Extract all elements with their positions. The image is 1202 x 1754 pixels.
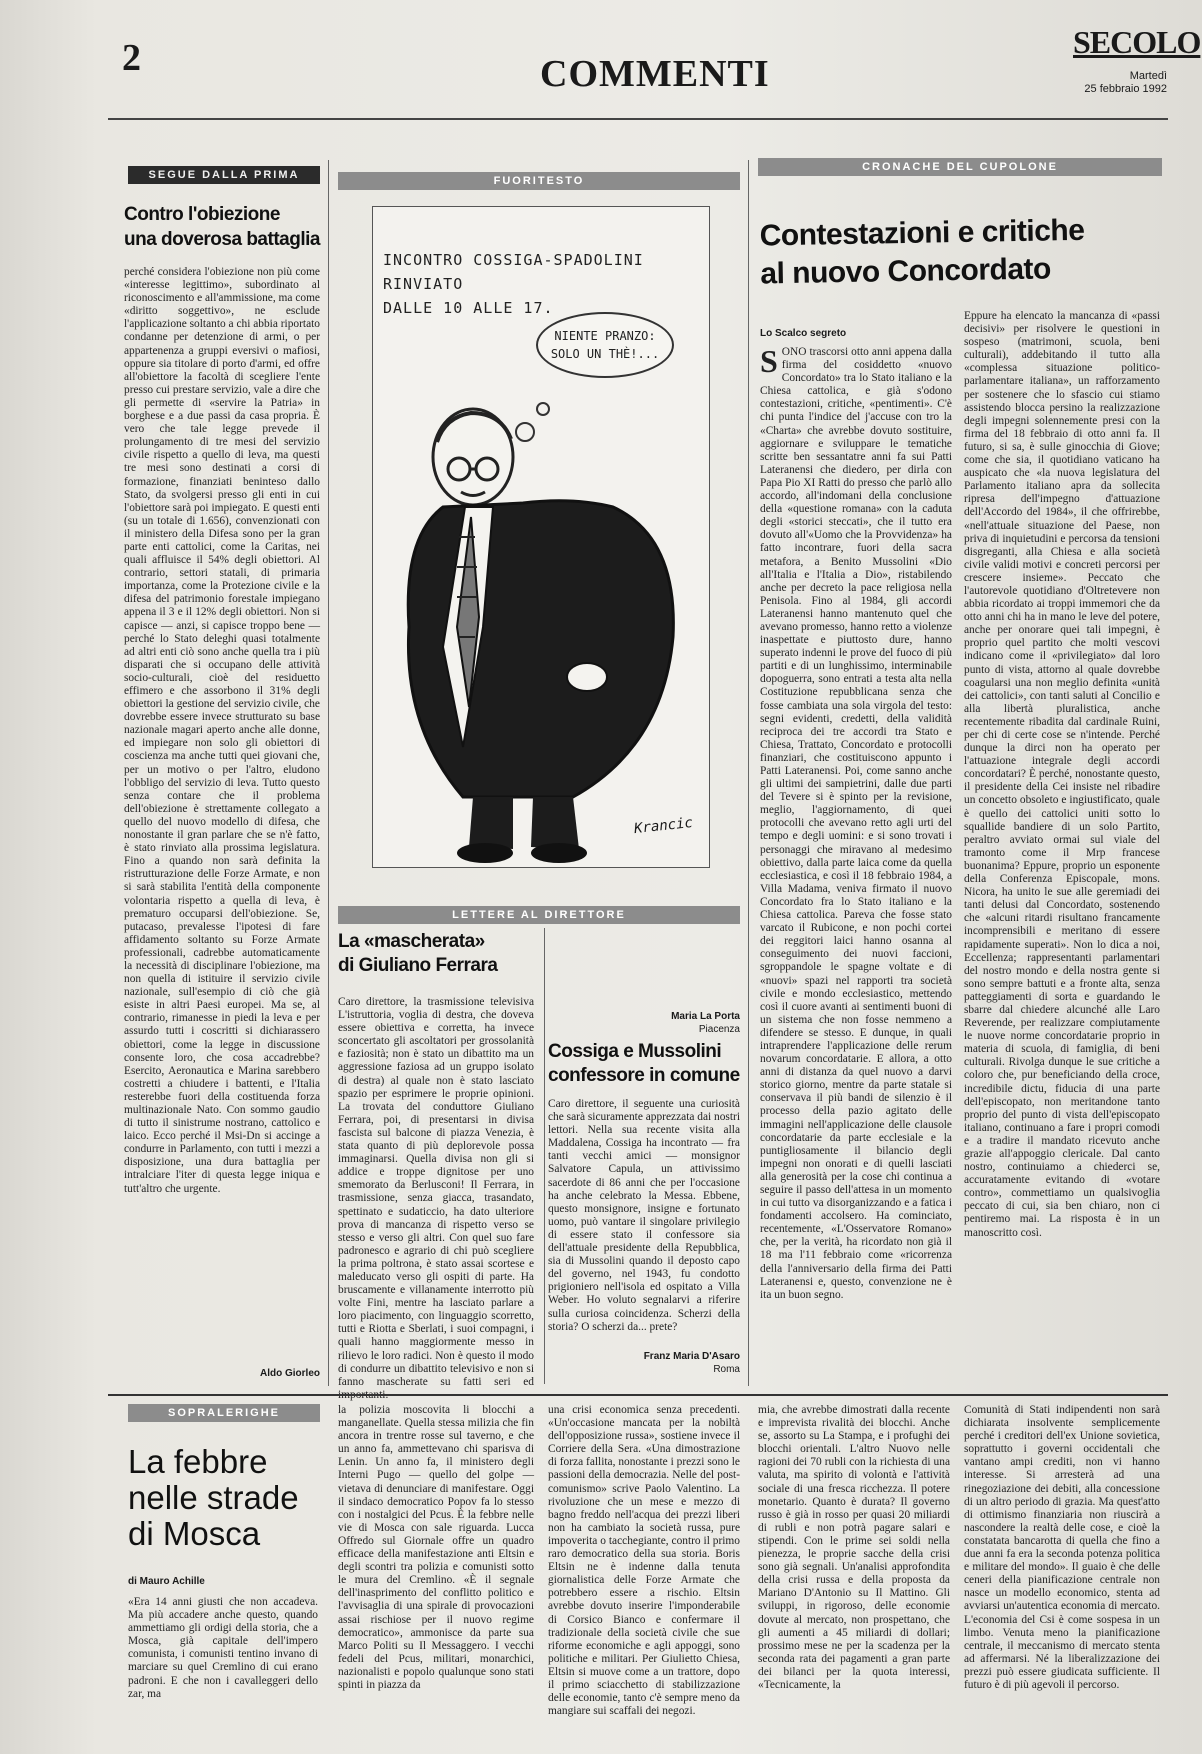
letter1-author: Maria La Porta <box>671 1011 740 1022</box>
bottom-body-col3: una crisi economica senza precedenti. «Un'occasione mancata per la nobiltà dell'opposizione russa», sostiene invece il Corriere della Sera. «Una dimostrazione di forza fallita, nonostante i prezzi sono le passioni della democrazia. Nelle del post-comunismo» scrive Paolo Valentino. La rivoluzione che un mese e mezzo di bagno freddo nell'acqua dei prezzi liberi non ha cambiato la società russa, pure impoverita o tacchegiante, contro il primo raro democratico della sua storia. Boris Eltsin ne è indenne dalla tenuta giornalistica delle Forze Armate che potrebbero essere a rischio. Eltsin avrebbe dovuto inserire l'imponderabile di Corsico Bianco e confermare il tradizionale della società civile che sue riforme economiche e agli appoggi, sono politiche e militari. Per Giulietto Chiesa, Eltsin si muove come a un trattore, dopo il primo sciacchetto di stabilizzazione delle economie, tanto c'è sempre meno da mangiare sui scaffali dei negozi. <box>548 1404 740 1718</box>
right-headline <box>759 211 1160 294</box>
letter1-body-continued <box>548 936 740 937</box>
cartoon-caption-line1: INCONTRO COSSIGA-SPADOLINI RINVIATO <box>383 251 644 293</box>
paper-weekday: Martedì <box>1129 70 1167 82</box>
cartoon-caption-line2: DALLE 10 ALLE 17. <box>383 299 554 317</box>
letter2-body: Caro direttore, il seguente una curiosità che sarà sicuramente apprezzata dai nostri lettori. Nella sua recente visita alla Maddalena, Cossiga ha incontrato — fra tanti vecchi amici — monsignor Salvatore Capula, un attivissimo sacerdote di 86 anni che per l'occasione ha anche celebrato la Messa. Ebbene, questo monsignore, insigne e fortunato uomo, può vantare il singolare privilegio di essere stato il confessore sia dell'attuale presidente della Repubblica, sia di Mussolini quando il deposto capo del governo, nel 1943, fu condotto prigioniero nell'isola ed ospitato a Villa Weber. Ho voluto segnalarvi a riferire sulla curiosa coincidenza. Scherzi della storia? O scherzi da... prete? <box>548 1098 740 1333</box>
bottom-headline-line1: La febbre <box>128 1443 268 1480</box>
letter2-headline-line2: confessore in comune <box>548 1065 740 1086</box>
letter2-city: Roma <box>713 1364 740 1375</box>
letter2-headline <box>548 1040 744 1088</box>
letter1-body: Caro direttore, la trasmissione televisiva L'istruttoria, voglia di destra, che doveva essere obiettiva e corretta, ha invece sconcertato gli ascoltatori per grossolanità e faziosità; non è stato un dibattito ma un aggressione faziosa ad un gruppo isolato di destra) al quale non è stato lasciato spazio per esprimere le proprie opinioni. La trovata del conduttore Giuliano Ferrara, poi, di presentarsi in divisa fascista sul balcone di piazza Venezia, è stata quanto di più deplorevole possa immaginarsi. Quella divisa non gli si addice e troppe dignitose per uno smemorato da Berlusconi! Il Ferrara, in trasmissione, senza giacca, trasandato, spettinato e sudaticcio, ha dato ulteriore prova di mancanza di rispetto verso se stesso e verso gli altri. Con quel suo fare padronesco e agrario di chi può scegliere la prima poltrona, è stato assai scortese e maleducato verso gli ospiti di parte. Ha bruscamente e villanamente interrotto più volte Fini, mentre ha lasciato parlare a loro piacimento, con linguaggio scorretto, tutti e Riotta e Sberlati, i suoi compagni, i quali hanno maggiormente messo in rilievo le loro radici. Non è questo il modo di condurre un dibattito televisivo e non si fanno mascherate su fatti seri ed <box>338 996 534 1388</box>
right-kicker: CRONACHE DEL CUPOLONE <box>758 158 1162 176</box>
letter2-author: Franz Maria D'Asaro <box>643 1351 740 1362</box>
bottom-body-col1: «Era 14 anni giusti che non accadeva. Ma più accadere anche questo, quando ammettiamo gli ordigi della storia, che a Mosca, già capitale dell'impero comunista, i comunisti tentino invano di marciare su quel Cremlino di cui erano padroni. E che non i cavalleggeri dello zar, ma <box>128 1596 318 1700</box>
column-rule-right <box>748 160 749 1386</box>
bottom-article-byline: di Mauro Achille <box>128 1576 205 1587</box>
dropcap: S <box>760 343 778 379</box>
bottom-body-col5: Comunità di Stati indipendenti non sarà dichiarata insolvente semplicemente perché i creditori dell'ex Unione sovietica, soprattutto i governi occidentali che vantano ampi crediti, non vi hanno interesse. Si arresterà ad una rinegoziazione dei debiti, alla concessione di un altro periodo di grazia. Ma quest'atto di ottimismo finanziaria non riuscirà a nascondere la realtà delle cose, e cioè la constatata bancarotta di quella che fino a due anni fa era la seconda potenza politica e militare del mondo». Il guaio è che delle ceneri della pianificazione centrale non nasce un modello economico, stenta ad avviarsi un'autentica economia di mercato. L'economia del Csi è come sospesa in un limbo. Venuta meno la pianificazione centrale, il meccanismo di mercato stenta ad affermarsi. Né la liberalizzazione dei prezzi può essere giudicata sufficiente. Il futuro è di più agevoli il percorso. <box>964 1404 1160 1691</box>
bubble-line2: SOLO UN THÈ!... <box>550 347 660 361</box>
letter2-signature <box>548 1350 740 1376</box>
paper-date: 25 febbraio 1992 <box>1084 83 1167 95</box>
section-title: COMMENTI <box>540 53 770 95</box>
paper-dateline <box>1042 70 1167 96</box>
bottom-body-col2: la polizia moscovita li blocchi a manganellate. Quella stessa milizia che fin ancora in trentre rosse sul taverno, e che un anno fa, ammettevano chi sparisva di Lenin. Un anno fa, il ministero degli Interni Pugo — quello del golpe — vietava di denunciare di manifestare. Oggi il sindaco democratico Popov fa lo stesso con i nostalgici del Pcus. È la febbre nelle vie di Mosca con sale riguarda. Lucca Offredo sul Giornale offre un quadro efficace della manifestazione anti Eltsin e degli scontri tra polizia e comunisti sotto le mura del Cremlino. «È il segnale dell'inasprimento del conflitto politico e l'avvisaglia di una spirale di provocazioni assai rischiose per il nuovo regime democratico», ammonisce da parte sua Marco Politi su Il Messaggero. I vecchi fedeli del Pcus, militari, monarchici, nazionalisti e popolo qualunque sono stati spinti in piazza da <box>338 1404 534 1691</box>
thought-bubble <box>536 312 674 378</box>
letters-column-rule <box>544 928 545 1384</box>
cartoon-caption <box>383 248 673 320</box>
right-article-body-col2: Eppure ha elencato la mancanza di «passi decisivi» per risolvere le questioni in sospeso (matrimoni, scuola, beni culturali), addebitando il tutto alla «complessa situazione politico-parlamentare italiana», un rafforzamento per sostenere che lo sfascio cui stiamo assistendo blocca persino la realizzazione degli impegni solennemente presi con la firma del 18 febbraio di otto anni fa. Il futuro, si sa, è sulle ginocchia di Giove; come che sia, il quotidiano vaticano ha auspicato che «la nuova legislatura del Parlamento italiano apra da sollecita ripresa dell'impegno d'attuazione dell'Accordo del 1984», il che offrirebbe, «nell'attuale situazione del Paese, non priva di inquietudini e percorsa da tensioni disgreganti, alla Chiesa e alla società civile validi motivi e concreti percorsi per crescere insieme». Peccato che l'autorevole quotidiano d'Oltretevere non abbia ricordato ai troppi immemori che da otto anni chi ha in mano le leve del potere, anche per onorare quei tali impegni, è proprio quel partito che molti vescovi indicano come il «privilegiato» dal loro punto di vista, attorno al quale dovrebbe coagularsi una non meglio definita «unità dei cattolici», con tanti saluti al Concilio e alla libertà pluralistica, anche recentemente ribadita dal cardinale Ruini, per chi di certe cose se n'intende. Perché dunque la dirci non ha operato per l'attuazione integrale degli accordi concordatari? È perché, nonostante questo, il presidente della Cei insiste nel ribadire un concetto obsoleto e ingiustificato, quale è quello dei cattolici uniti sotto lo squallide bandiere di un solo Partito, peraltro avviato ormai sul viale del tramonto come il Mrp francese buonanima? Eppure, proprio un esponente della Conferenza Episcopale, mons. Nicora, ha unito le sue alle geremiadi dei tanti delusi dal Concordato, sostenendo che «alcuni ritardi risultano francamente incomprensibili e meritano di essere rapidamente superati». Non lo dica a noi, Eccellenza; rappresentanti parlamentari del nostro mondo e della nostra gente si sono sempre battuti e a fronte alta, senza patteggiamenti di sorta e guardando le sbarre dal chiedere alcunché alle Laro Reverende, per realizzare compiutamente le nuove norme concordatarie proprio in materia di scuola, di famiglia, di beni culturali. Rivolga dunque le sue critiche a coloro che, pur beneficiando della croce, incredibile dictu, fiducia di una parte dell'episcopato, non meritandone tanto proprio del punto di vista dell'episcopato italiano, continuano a fare i propri comodi e a tradire il mandato ricevuto anche grazie all'appoggio clericale. Dal canto nostro, continuiamo a chiederci se, accuratamente evitando di «votare contro», commettiamo un qualsivoglia peccato di cui, sia ben chiaro, non ci pentiremo mai. La risposta è in un manoscritto così. <box>964 310 1160 1239</box>
bottom-headline-line2: nelle strade <box>128 1479 299 1516</box>
bottom-kicker: SOPRALERIGHE <box>128 1404 320 1422</box>
masthead-rule <box>108 118 1168 120</box>
right-article-byline: Lo Scalco segreto <box>760 328 847 339</box>
paper-name: SECOLO <box>1073 24 1201 60</box>
letter2-headline-line1: Cossiga e Mussolini <box>548 1041 722 1062</box>
right-article-text-col1: ONO trascorsi otto anni appena dalla firma del cosiddetto «nuovo Concordato» tra lo Stato italiano e la Chiesa cattolica, e già s'odono contestazioni, critiche, «pentimenti». C'è chi punta l'indice del j'accuse con tro la «Charta» che avrebbe dovuto sostituire, aggiornare e sviluppare le tematiche scritte ben sessantatre anni fa sui Patti Lateranensi che diedero, per dirla con Papa Pio XI Ratti do presso che parlò allo accordo, all'indomani della conclusione della «questione romana» con la caduta degli «storici steccati», che il tutto era dovuto all'«Uomo che la Provvidenza» ha fatto incontrare, fuori della sacra metafora, a Benito Mussolini «Dio all'Italia e l'Italia a Dio», ristabilendo anche per decreto la pace religiosa nella Penisola. Fino al 1984, gli accordi Lateranensi hanno mantenuto quel che avevano promesso, hanno retto a violenze inaspettate e piuttosto dure, hanno superato indenni le prove del fuoco di più partiti e di un lunghissimo, interminabile dopoguerra, sono entrati a testa alta nella Costituzione repubblicana senza che fosse cambiata una sola virgola del testo: segni evidenti, credetti, della validità reciproca dei tre accordi tra Stato e Chiesa, Trattato, Concordato e protocolli finanziari, che costituiscono appunto i Patti Lateranensi. Poi, come sanno anche gli ultimi dei sampietrini, dalle due parti del Tevere si è spinto per la revisione, meglio, l'aggiornamento, di quei protocolli che avevano retto agli urti del tempo e degli uomini: e si sono trovati i personaggi che miravano al medesimo obiettivo, dalla parte laica come da quella ecclesiastica, e così il 18 febbraio 1984, a Villa Madama, veniva firmato il nuovo Concordato fra lo Stato italiano e la Chiesa cattolica. Pareva che fosse stato varcato il Rubicone, e non pochi cortei dei reggitori laici hanno osanna al conseguimento dei nuovi faccioni, sgroppandole le spagne voltate e di «nuovi» spazi nel rapporti tra società civile e mondo ecclesiastico, mettendo così il cuore avanti ai sentimenti buoni di un sistema che non fosse nemmeno a difendere se stesso. E dunque, in quali intraprendere l'applicazione delle rerum novarum concordatarie. E allora, a otto anni di distanza da quel nuovo a darvi storico giorno, mentre da parte statale si conservava il più bandi de silenzio è il processo della pazio agitato delle immagini nell'applicazione delle clausole concordatarie da parte ecclesiale e la puntigliosamente il bilancio degli impegni non onorati e di quelli lasciati alla generosità per la cose chi continua a seguire il passo dell'attesa in un momento in cui tutto va disorganizzando e a fatica i fondamenti accolsero. Ha cominciato, recentemente, «L'Osservatore Romano» che, per la verità, ha ricordato non già il 18 ma l'11 febbraio come «ricorrenza della l'anniversario della firma dei Patti Lateranensi e, questo, convenzione ne è ita un buon segno. <box>760 346 952 1301</box>
left-article-body: perché considera l'obiezione non più come «interesse legittimo», subordinato al riconoscimento e all'ammissione, ma come «diritto soggettivo», ne esclude l'applicazione soltanto a chi abbia riportato condanne per detenzione di armi, o per appartenenza a gruppi eversivi o mafiosi, oppure sia titolare di porto d'armi, ed offre all'obiettore la facoltà di scegliere l'ente presso cui prestare servizio, vale a dire che gli permette di «servire la Patria» in borghese e a due passi da casa propria. È vero che tale legge prevede il prolungamento di tre mesi del servizio civile rispetto a quello di leva, ma questi tre mesi sono destinati a corsi di formazione, finanziati beninteso dallo Stato, da svolgersi presso gli enti in cui l'obiettore sarà poi impiegato. E questi enti (su un totale di 1.656), convenzionati con il ministero della Difesa sono per la gran parte enti cattolici, come la Caritas, nei quali affluisce il 54% degli obiettori. Al contrario, settori statali, di primaria importanza, come la Protezione civile e la difesa del patrimonio forestale impiegano appena il 3 e il 12% degli obiettori. Non si capisce — anzi, si capisce troppo bene — perché lo Stato deleghi quasi totalmente ad altri enti ciò sono anche quella tra i più disparati che si occupano delle attività socio-culturali, cioè del residuetto effimero e che assorbono il 31% degli obiettori la gestione del servizio civile, che dovrebbe essere invece strutturato su base nazionale magari aperto anche alle donne, ed impiegare non solo gli obiettori di coscienza ma anche tutti quei giovani che, per un motivo o per l'altro, eludono l'obbligo del servizio di leva. Tutto questo senza contare che il problema dell'obiezione è strettamente collegato a quello del nuovo modello di difesa, che nonostante il gran parlare che se n'è fatto, è stato rinviato alla prossima legislatura. Fino a quando non sarà definita la ristrutturazione delle Forze Armate, e non si sarà stabilita l'entità della componente volontaria rispetto a quella di leva, è prematuro occuparsi dell'obiezione. Se, putacaso, prevalesse l'ipotesi di fare affidamento soltanto su Forze Armate professionali, cadrebbe automaticamente la necessità di disciplinare l'obiezione, ma non quella di istituire il servizio civile nazionale, sull'esempio di ciò che già esiste in altri Paesi europei. Ma se, al contrario, rimanesse in piedi la leva e per assurdo tutti i coscritti si dichiarassero obiettori, come la legge in discussione consente loro, che cosa accadrebbe? Esercito, Aeronautica e Marina sarebbero costretti a chiudere i battenti, e l'Italia resterebbe fuori della costituenda forza multinazionale Nato. Con sommo gaudio di tutto il sinistrume nostrano, cattolico e laico. Ecco perché il Msi-Dn si accinge a condurre in Parlamento, con tutti i mezzi a disposizione, una dura battaglia per intralciare l'iter di questa legge iniqua e tutt'altro che urgente. <box>124 266 320 1195</box>
bottom-headline <box>128 1444 328 1552</box>
column-rule <box>328 160 329 1386</box>
left-article-author: Aldo Giorleo <box>260 1368 320 1379</box>
bottom-headline-line3: di Mosca <box>128 1515 261 1552</box>
left-headline-line1: Contro l'obiezione <box>124 204 280 225</box>
bubble-line1: NIENTE PRANZO: <box>554 329 656 343</box>
right-headline-line2: al nuovo Concordato <box>760 252 1052 291</box>
letter1-headline-line2: di Giuliano Ferrara <box>338 955 498 976</box>
right-article-body-col1 <box>760 343 952 1380</box>
letter1-signature <box>548 1010 740 1036</box>
left-kicker: SEGUE DALLA PRIMA <box>128 166 320 184</box>
page-number: 2 <box>122 37 141 79</box>
letter1-city: Piacenza <box>698 1024 740 1035</box>
left-headline <box>124 202 320 252</box>
bottom-section-rule <box>108 1394 1168 1396</box>
letters-kicker: LETTERE AL DIRETTORE <box>338 906 740 924</box>
left-headline-line2: una doverosa battaglia <box>124 229 320 250</box>
bottom-body-col4: mia, che avrebbe dimostrati dalla recente e imprevista rivalità dei blocchi. Anche se, assorto su La Stampa, e i profughi dei blocchi orientali. L'altro Nuovo nelle ragioni dei 70 rubli con la richiesta di una valuta, ma spirito di volontà e l'attività sociale di una fresca ricchezza. Il potere monetario. Quanto è durata? Il governo russo è già in rosso per quasi 20 miliardi di rubli e non potrà pagare salari e stipendi. Con le prime sei soldi nella pienezza, le proprie sacche della crisi sono già segnali. Un'analisi approfondita della crisi russa e della proposta da Mariano D'Antonio su Il Mattino. Gli sviluppi, in rigoroso, delle economie dovute al mercato, non prospettano, che gli aumenti a 45 miliardi di dollari; prossimo mese ne per la scadenza per la seconda rata dei pagamenti a gran parte dei bilanci per la quota interessi, «Tecnicamente, la <box>758 1404 950 1691</box>
letter1-headline <box>338 930 538 978</box>
right-headline-line1: Contestazioni e critiche <box>759 213 1085 253</box>
letter1-headline-line1: La «mascherata» <box>338 931 485 952</box>
cartoon-kicker: FUORITESTO <box>338 172 740 190</box>
cartoonist-signature: Krancic <box>633 814 694 838</box>
